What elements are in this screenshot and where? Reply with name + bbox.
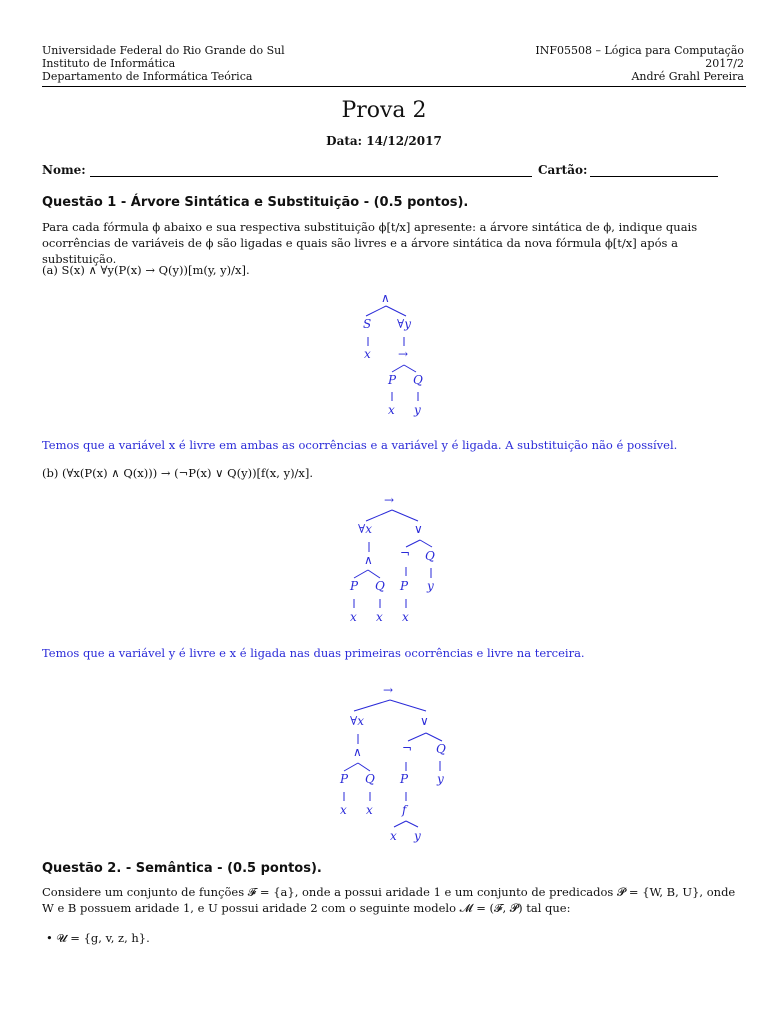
- q1-a-answer: Temos que a variável x é livre em ambas as ocorrências e a variável y é ligada. A substituição não é possível.: [42, 438, 678, 452]
- tree-b-neg: ¬: [400, 546, 411, 560]
- name-label: Nome:: [42, 163, 86, 177]
- tree-c-and: ∧: [353, 745, 362, 759]
- tree-b-y: y: [427, 579, 434, 593]
- tree-c: [330, 680, 460, 845]
- tree-c-x1: x: [340, 803, 347, 817]
- q2-bullet-1-text: 𝓤 = {g, v, z, h}.: [56, 931, 150, 945]
- tree-b: [336, 490, 456, 630]
- tree-b-forall-x: ∀x: [358, 522, 373, 536]
- tree-c-P2: P: [400, 772, 409, 786]
- card-field-line[interactable]: [590, 176, 718, 177]
- tree-b-x3: x: [402, 610, 409, 624]
- tree-b-x2: x: [376, 610, 383, 624]
- tree-b-P2: P: [400, 579, 409, 593]
- header-institution: [42, 44, 285, 83]
- tree-c-fy: y: [414, 829, 421, 843]
- q2-title: Questão 2. - Semântica - (0.5 pontos).: [42, 861, 322, 876]
- q2-bullet-1: [46, 930, 750, 946]
- card-label: Cartão:: [538, 163, 588, 177]
- tree-c-or: ∨: [420, 714, 429, 728]
- q1-title: Questão 1 - Árvore Sintática e Substituição - (0.5 pontos).: [42, 195, 469, 210]
- tree-c-P1: P: [340, 772, 349, 786]
- header-course-code: INF05508 – Lógica para Computação: [535, 44, 744, 57]
- tree-a-Q: Q: [413, 373, 423, 387]
- header-course: [535, 44, 744, 83]
- tree-a-S: S: [363, 317, 372, 331]
- tree-a-x1: x: [364, 347, 371, 361]
- tree-c-imp: →: [383, 683, 394, 697]
- tree-c-Q2: Q: [436, 742, 446, 756]
- q2-intro: Considere um conjunto de funções 𝓕 = {a}, onde a possui aridade 1 e um conjunto de predicados 𝓟 = {W, B, U}, onde W e B possuem aridade 1, e U possui aridade 2 com o seguinte modelo 𝓜 = (𝓕, 𝓟) tal que:: [42, 885, 736, 915]
- q1-a-formula: (a) S(x) ∧ ∀y(P(x) → Q(y))[m(y, y)/x].: [42, 263, 250, 277]
- header-rule: [42, 86, 746, 87]
- tree-b-or: ∨: [414, 522, 423, 536]
- tree-b-P1: P: [350, 579, 359, 593]
- header-semester: 2017/2: [705, 57, 744, 70]
- tree-b-imp: →: [384, 493, 395, 507]
- q1-intro: Para cada fórmula ϕ abaixo e sua respectiva substituição ϕ[t/x] apresente: a árvore sintática de ϕ, indique quais ocorrências de variáveis de ϕ são ligadas e quais são livres e a árvore sintática da nova fórmula ϕ[t/x] após a substituição.: [42, 220, 698, 266]
- tree-b-x1: x: [350, 610, 357, 624]
- bullet-icon: •: [46, 931, 57, 945]
- header-institute: Instituto de Informática: [42, 57, 176, 70]
- tree-c-x2: x: [366, 803, 373, 817]
- tree-a-forall-y: ∀y: [397, 317, 412, 331]
- tree-a-P: P: [388, 373, 397, 387]
- tree-a-x2: x: [388, 403, 395, 417]
- tree-b-Q1: Q: [375, 579, 385, 593]
- header-university: Universidade Federal do Rio Grande do Sul: [42, 44, 285, 57]
- tree-a: [340, 288, 460, 418]
- tree-c-f: f: [402, 803, 407, 817]
- header-professor: André Grahl Pereira: [631, 70, 744, 83]
- tree-b-and: ∧: [364, 553, 373, 567]
- tree-a-imp: →: [398, 347, 409, 361]
- tree-c-Q1: Q: [365, 772, 375, 786]
- tree-c-forall-x: ∀x: [350, 714, 365, 728]
- name-field-line[interactable]: [90, 176, 532, 177]
- tree-c-fx: x: [390, 829, 397, 843]
- tree-c-neg: ¬: [402, 741, 413, 755]
- q1-b-answer: Temos que a variável y é livre e x é ligada nas duas primeiras ocorrências e livre na terceira.: [42, 646, 585, 660]
- tree-c-y: y: [437, 772, 444, 786]
- exam-date: Data: 14/12/2017: [326, 134, 442, 148]
- tree-b-Q2: Q: [425, 549, 435, 563]
- tree-a-y: y: [414, 403, 421, 417]
- header-department: Departamento de Informática Teórica: [42, 70, 253, 83]
- page-title: Prova 2: [341, 98, 427, 123]
- tree-a-and: ∧: [381, 291, 390, 305]
- q1-b-formula: (b) (∀x(P(x) ∧ Q(x))) → (¬P(x) ∨ Q(y))[f(x, y)/x].: [42, 466, 314, 480]
